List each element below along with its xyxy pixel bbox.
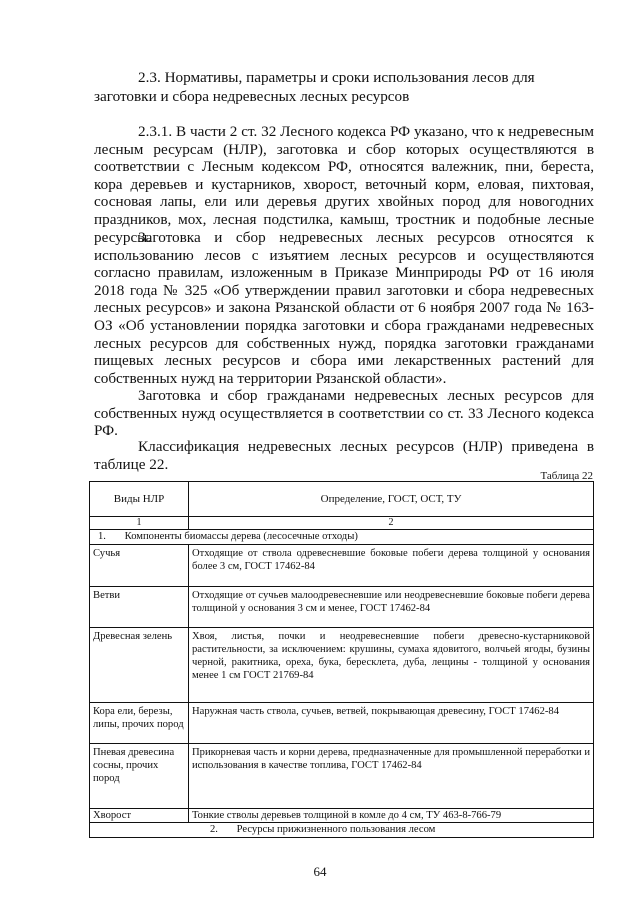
- column-number-2: 2: [189, 517, 594, 530]
- table-row: [90, 587, 594, 628]
- table-row: [90, 628, 594, 703]
- table-row: [90, 744, 594, 809]
- page-number: 64: [313, 864, 327, 879]
- row-kind: Ветви: [90, 587, 189, 628]
- paragraph-1: 2.3.1. В части 2 ст. 32 Лесного кодекса РФ указано, что к недревесным лесным ресурсам (НЛР), заготовка и сбор которых осуществляются в соответствии с Лесным кодексом РФ, относятся валежник, пни, береста, кора деревьев и кустарников, хворост, веточный корм, еловая, пихтовая, сосновая лапы, ели или деревья других хвойных пород для новогодних праздников, мох, лесная подстилка, камыш, тростник и подобные лесные ресурсы.: [94, 123, 594, 246]
- paragraph-3: Заготовка и сбор гражданами недревесных лесных ресурсов для собственных нужд осуществляется в соответствии со ст. 33 Лесного кодекса РФ.: [94, 387, 594, 440]
- header-definition: Определение, ГОСТ, ОСТ, ТУ: [189, 482, 594, 517]
- row-kind: Кора ели, березы, липы, прочих пород: [90, 703, 189, 744]
- table-row: [90, 809, 594, 823]
- header-kind: Виды НЛР: [90, 482, 189, 517]
- row-definition: Отходящие от ствола одревесневшие боковые побеги дерева толщиной у основания более 3 см, ГОСТ 17462-84: [189, 545, 594, 587]
- section-number: 2.: [210, 824, 218, 835]
- table-column-number-row: [90, 517, 594, 530]
- table-row: [90, 703, 594, 744]
- column-number-1: 1: [90, 517, 189, 530]
- paragraph-2: Заготовка и сбор недревесных лесных ресурсов относятся к использованию лесов с изъятием лесных ресурсов и осуществляются согласно правилам, изложенным в Приказе Минприроды РФ от 16 июля 2018 года № 325 «Об утверждении правил заготовки и сбора недревесных лесных ресурсов» и закона Рязанской области от 6 ноября 2007 года № 163-ОЗ «Об установлении порядка заготовки и сбора гражданами недревесных лесных ресурсов для собственных нужд, порядка заготовки гражданами пищевых лесных ресурсов и сбора ими лекарственных растений для собственных нужд на территории Рязанской области».: [94, 229, 594, 387]
- table-row: [90, 545, 594, 587]
- section-heading: 2.3. Нормативы, параметры и сроки использования лесов для заготовки и сбора недревесных лесных ресурсов: [94, 69, 535, 105]
- table-header-row: [90, 482, 594, 517]
- section-title: Компоненты биомассы дерева (лесосечные отходы): [124, 531, 358, 542]
- row-kind: Древесная зелень: [90, 628, 189, 703]
- table-section-row: [90, 823, 594, 838]
- row-definition: Отходящие от сучьев малоодревесневшие или неодревесневшие боковые побеги дерева толщиной у основания 3 см и менее, ГОСТ 17462-84: [189, 587, 594, 628]
- row-definition: Хвоя, листья, почки и неодревесневшие побеги древесно-кустарниковой растительности, за исключением: крушины, сумаха ядовитого, волчьей ягоды, бузины черной, ракитника, ореха, бука, бересклета, дуба, лещины - толщиной у основания менее 1 см ГОСТ 21769-84: [189, 628, 594, 703]
- row-definition: Прикорневая часть и корни дерева, предназначенные для промышленной переработки и использования в качестве топлива, ГОСТ 17462-84: [189, 744, 594, 809]
- row-kind: Пневая древесина сосны, прочих пород: [90, 744, 189, 809]
- paragraph-4: Классификация недревесных лесных ресурсов (НЛР) приведена в таблице 22.: [94, 438, 594, 473]
- row-kind: Сучья: [90, 545, 189, 587]
- row-definition: Тонкие стволы деревьев толщиной в комле до 4 см, ТУ 463-8-766-79: [189, 809, 594, 823]
- row-kind: Хворост: [90, 809, 189, 823]
- section-title: Ресурсы прижизненного пользования лесом: [236, 824, 436, 835]
- row-definition: Наружная часть ствола, сучьев, ветвей, покрывающая древесину, ГОСТ 17462-84: [189, 703, 594, 744]
- table-caption: Таблица 22: [540, 470, 593, 482]
- table-section-row: [90, 530, 594, 545]
- section-number: 1.: [98, 531, 106, 542]
- nlr-classification-table: [89, 481, 594, 838]
